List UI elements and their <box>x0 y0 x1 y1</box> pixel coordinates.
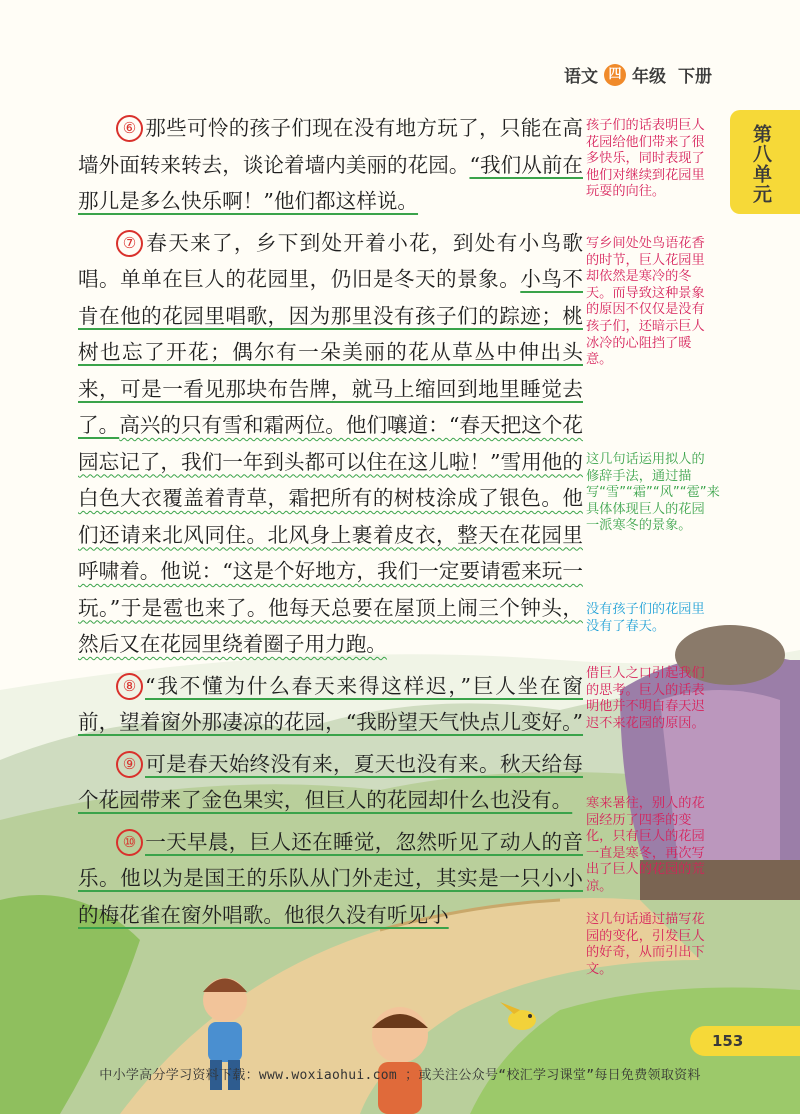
paragraph-6 <box>78 110 583 220</box>
unit-label: 第八单元 <box>750 124 772 204</box>
paragraph-8 <box>78 668 583 741</box>
volume-label: 下册 <box>678 67 712 87</box>
paragraph-number: ⑨ <box>116 751 143 778</box>
paragraph-number: ⑩ <box>116 829 143 856</box>
highlighted-text: 一天早晨，巨人还在睡觉，忽然听见了动人的音乐。他以为是国王的乐队从门外走过，其实是一只小小的梅花雀在窗外唱歌。他很久没有听见小 <box>78 829 583 927</box>
side-note: 这几句话通过描写花园的变化，引发巨人的好奇，从而引出下文。 <box>586 912 705 977</box>
grade-badge: 四 <box>604 64 626 86</box>
side-note: 这几句话运用拟人的修辞手法，通过描写“雪”“霜”“风”“雹”来具体体现巨人的花园一派寒冬的景象。 <box>586 452 720 534</box>
paragraph-text: 春天来了，乡下到处开着小花，到处有小鸟歌唱。单单在巨人的花园里，仍旧是冬天的景象。 <box>78 230 583 291</box>
wavy-highlighted-text: 高兴的只有雪和霜两位。他们嚷道：“春天把这个花园忘记了，我们一年到头都可以住在这儿啦！”雪用他的白色大衣覆盖着青草，霜把所有的树枝涂成了银色。他们还请来北风同住。北风身上裹着皮衣，整天在花园里呼啸着。他说：“这是个好地方，我们一定要请雹来玩一玩。”于是雹也来了。他每天总要在屋顶上闹三个钟头，然后又在花园里绕着圈子用力跑。 <box>78 413 584 656</box>
highlighted-text: 可是春天始终没有来，夏天也没有来。秋天给每个花园带来了金色果实，但巨人的花园却什么也没有。 <box>78 751 583 812</box>
paragraph-number: ⑧ <box>116 673 143 700</box>
highlighted-text: “我不懂为什么春天来得这样迟，”巨人坐在窗前，望着窗外那凄凉的花园，“我盼望天气快点儿变好。” <box>78 673 584 734</box>
page-number: 153 <box>690 1026 800 1056</box>
unit-tab <box>730 110 800 214</box>
side-note: 没有孩子们的花园里没有了春天。 <box>586 602 705 634</box>
side-note: 孩子们的话表明巨人花园给他们带来了很多快乐，同时表现了他们对继续到花园里玩耍的向往。 <box>586 118 705 200</box>
highlighted-text: 小鸟不肯在他的花园里唱歌，因为那里没有孩子们的踪迹；桃树也忘了开花；偶尔有一朵美丽的花从草丛中伸出头来，可是一看见那块布告牌，就马上缩回到地里睡觉去了。 <box>78 267 584 437</box>
side-note: 寒来暑往，别人的花园经历了四季的变化，只有巨人的花园一直是寒冬，再次写出了巨人的花园的荒凉。 <box>586 796 705 894</box>
side-note: 借巨人之口引起我们的思考。巨人的话表明他并不明白春天迟迟不来花园的原因。 <box>586 666 705 731</box>
highlighted-text: “我们从前在那儿是多么快乐啊！”他们都这样说。 <box>78 152 583 213</box>
subject-label: 语文 <box>564 67 598 87</box>
grade-label: 年级 <box>632 67 666 87</box>
side-note: 写乡间处处鸟语花香的时节，巨人花园里却依然是寒冷的冬天。而导致这种景象的原因不仅仅是没有孩子们，还暗示巨人冰冷的心阻挡了暖意。 <box>586 236 705 368</box>
book-header <box>564 62 712 87</box>
paragraph-number: ⑥ <box>116 115 143 142</box>
story-text <box>78 110 583 938</box>
paragraph-7 <box>78 225 583 663</box>
paragraph-text: 那些可怜的孩子们现在没有地方玩了，只能在高墙外面转来转去，谈论着墙内美丽的花园。 <box>78 116 583 177</box>
paragraph-number: ⑦ <box>116 230 143 257</box>
paragraph-9 <box>78 746 583 819</box>
footer-text: 中小学高分学习资料下载：www.woxiaohui.com ；或关注公众号“校汇学习课堂”每日免费领取资料 <box>99 1068 701 1083</box>
paragraph-10 <box>78 824 583 934</box>
